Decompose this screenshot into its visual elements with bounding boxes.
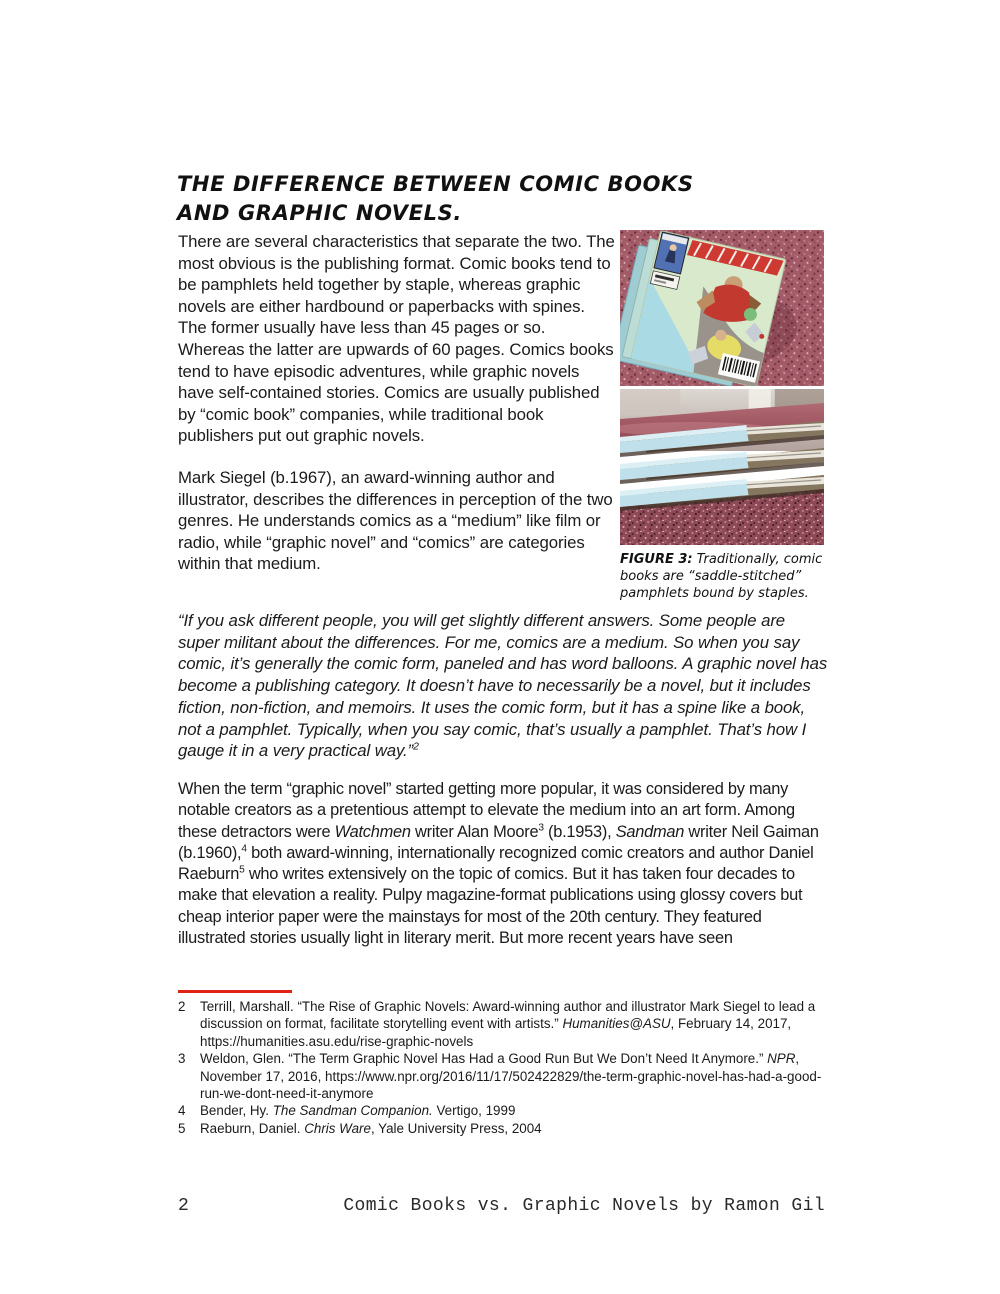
history-text: who writes extensively on the topic of comics. But it has taken four decades to make that elevation a reality. Pulpy magazine-format publications using glossy covers but cheap interior paper were the mainstays for most of the 20th century. They featured illustrated stories usually light in literary merit. But more recent years have seen: [178, 865, 803, 948]
title-sandman: Sandman: [615, 822, 685, 841]
running-title: Comic Books vs. Graphic Novels by Ramon Gil: [343, 1196, 825, 1216]
figure-photo-comic-stack-top: [620, 230, 824, 386]
history-text: writer Alan Moore: [410, 822, 539, 841]
history-text: writer Neil Gaiman (b.1960),: [178, 822, 819, 862]
article-title-line2: AND GRAPHIC NOVELS.: [177, 201, 462, 225]
pull-quote: [178, 610, 828, 762]
footnote-ref-4: 4: [241, 843, 247, 855]
footnote-item: [178, 1120, 832, 1137]
footnotes-list: [178, 998, 832, 1137]
footnote-ref-3: 3: [538, 822, 544, 834]
paragraph-mark-siegel: Mark Siegel (b.1967), an award-winning author and illustrator, describes the differences in perception of the two genres. He understands comics as a “medium” like film or radio, while “graphic novel” and “comics” are categories within that medium.: [178, 467, 613, 574]
footnote-text: Bender, Hy. The Sandman Companion. Vertigo, 1999: [200, 1103, 516, 1119]
footnote-text: Terrill, Marshall. “The Rise of Graphic Novels: Award-winning author and illustrator Mark Siegel to lead a discussion on format, facilitate storytelling event with artists.” Humanities@ASU, February 14, 2017, https://humanities.asu.edu/rise-graphic-novels: [200, 999, 816, 1049]
footnote-text: Raeburn, Daniel. Chris Ware, Yale University Press, 2004: [200, 1120, 542, 1136]
footnote-item: [178, 998, 832, 1050]
comic-book-stack-illustration: [620, 230, 786, 386]
footnote-ref-5: 5: [239, 864, 245, 876]
footnote-item: [178, 1102, 832, 1119]
figure-photo-pamphlet-edges-bottom: [620, 389, 824, 545]
footnote-item: [178, 1050, 832, 1102]
intro-column: [178, 231, 615, 575]
footnote-ref-2: 2: [413, 741, 419, 753]
history-text: (b.1953),: [543, 822, 616, 841]
footnote-number: 2: [178, 999, 186, 1014]
pull-quote-text: “If you ask different people, you will get slightly different answers. Some people are super militant about the differences. For me, comics are a medium. So when you say comic, it’s generally the comic form, paneled and has word balloons. A graphic novel has become a publishing category. It doesn’t have to necessarily be a novel, but it includes fiction, non-fiction, and memoirs. It uses the comic form, but it has a spine like a book, not a pamphlet. Typically, when you say comic, that’s usually a pamphlet. That’s how I gauge it in a very practical way.”: [178, 611, 828, 761]
title-watchmen: Watchmen: [334, 822, 411, 841]
footnote-number: 3: [178, 1051, 186, 1067]
figure-3: [620, 230, 824, 602]
history-text: When the term “graphic novel” started getting more popular, it was considered by many notable creators as a pretentious attempt to elevate the medium into an art form. Among these detractors were: [178, 780, 795, 841]
paragraph-graphic-novel-history: [178, 779, 830, 949]
figure-caption: [620, 551, 832, 602]
footnote-text: Weldon, Glen. “The Term Graphic Novel Has Had a Good Run But We Don’t Need It Anymore.” NPR, November 17, 2016, https://www.npr.org/2016/11/17/502422829/the-term-graphic-novel-has-had-a-good-run-we-dont-need-it-anymore: [200, 1051, 822, 1102]
figure-caption-label: FIGURE 3:: [620, 552, 693, 567]
article-title-line1: THE DIFFERENCE BETWEEN COMIC BOOKS: [177, 172, 694, 196]
figure-caption-text: Traditionally, comic books are “saddle-stitched” pamphlets bound by staples.: [620, 552, 823, 601]
footnote-number: 4: [178, 1103, 186, 1119]
footnote-separator-rule: [178, 990, 292, 993]
page-footer: [178, 1196, 825, 1216]
footnote-number: 5: [178, 1120, 186, 1136]
history-text: both award-winning, internationally recognized comic creators and author Daniel Raeburn: [178, 843, 814, 884]
page-number: 2: [178, 1196, 190, 1216]
article-title: [177, 170, 737, 228]
paragraph-publishing-format: There are several characteristics that separate the two. The most obvious is the publishing format. Comic books tend to be pamphlets held together by staple, whereas graphic novels are either hardbound or paperbacks with spines. The former usually have less than 45 pages or so. Whereas the latter are upwards of 60 pages. Comics books tend to have episodic adventures, while graphic novels have self-contained stories. Comics are usually published by “comic book” companies, while traditional book publishers put out graphic novels.: [178, 232, 615, 446]
